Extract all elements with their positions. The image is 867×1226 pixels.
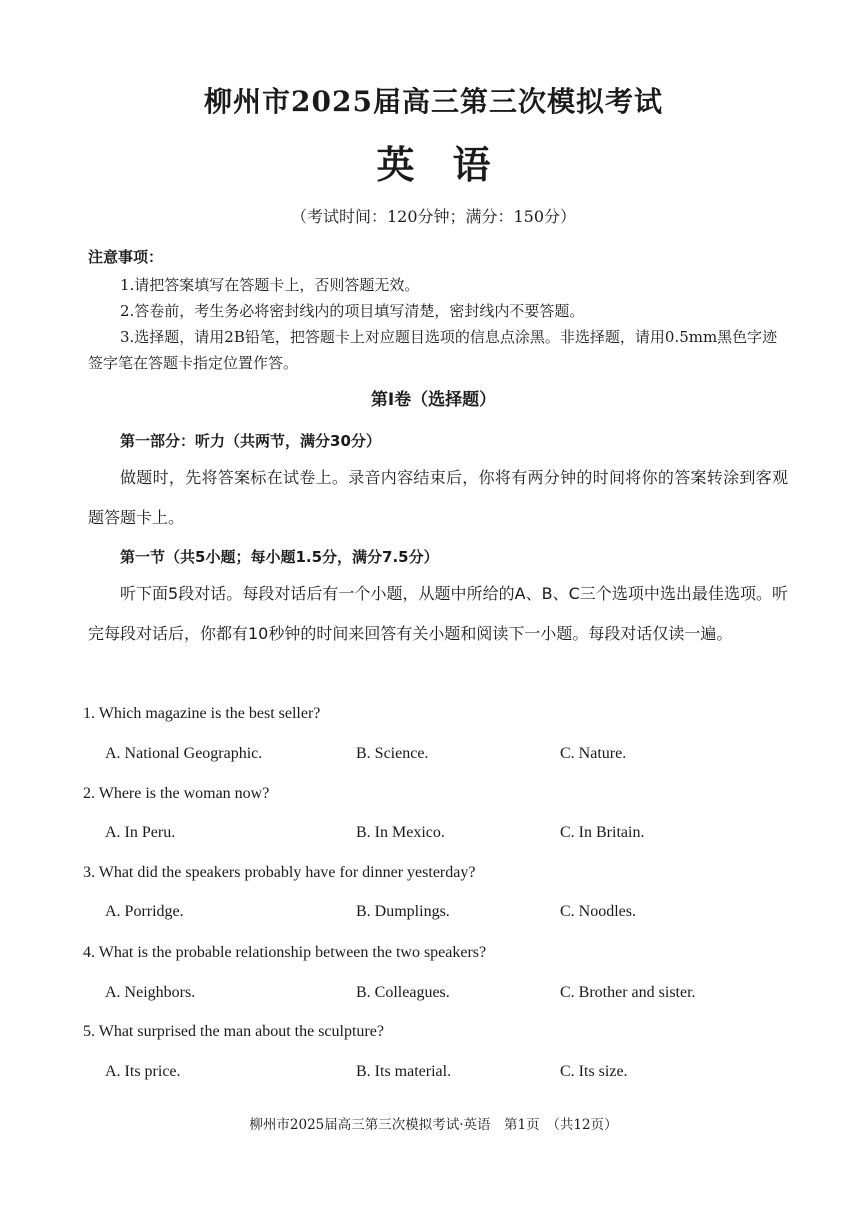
notice-item: 2.答卷前，考生务必将密封线内的项目填写清楚，密封线内不要答题。 [120,302,585,320]
section-one-heading: 第一节（共5小题；每小题1.5分，满分7.5分） [120,548,439,566]
option-c: C. Brother and sister. [560,984,696,1001]
subject-title: 英语 [376,142,529,187]
exam-info: （考试时间：120分钟；满分：150分） [290,207,577,226]
section-one-instruction: 听下面5段对话。每段对话后有一个小题，从题中所给的A、B、C三个选项中选出最佳选项。听完每段对话后，你都有10秒钟的时间来回答有关小题和阅读下一小题。每段对话仅读一遍。 [88,584,788,643]
option-a: A. Its price. [105,1063,181,1080]
option-a: A. Neighbors. [105,984,196,1001]
option-c: C. Noodles. [560,903,636,920]
notice-item: 1.请把答案填写在答题卡上，否则答题无效。 [120,276,420,294]
option-c: C. In Britain. [560,824,645,841]
option-b: B. Science. [356,745,429,762]
question-stem: 4. What is the probable relationship between the two speakers? [83,944,487,961]
option-a: A. National Geographic. [105,745,263,762]
option-b: B. In Mexico. [356,824,445,841]
question-stem: 2. Where is the woman now? [83,785,270,802]
question-stem: 3. What did the speakers probably have for dinner yesterday? [83,864,476,881]
option-a: A. Porridge. [105,903,184,920]
part-one-instruction: 做题时，先将答案标在试卷上。录音内容结束后，你将有两分钟的时间将你的答案转涂到客观题答题卡上。 [88,468,788,527]
option-a: A. In Peru. [105,824,176,841]
option-b: B. Colleagues. [356,984,450,1001]
question-stem: 1. Which magazine is the best seller? [83,705,321,722]
option-b: B. Its material. [356,1063,452,1080]
option-b: B. Dumplings. [356,903,450,920]
volume-title: 第Ⅰ卷（选择题） [370,390,497,410]
question-stem: 5. What surprised the man about the sculpture? [83,1023,384,1040]
notice-item: 3.选择题，请用2B铅笔，把答题卡上对应题目选项的信息点涂黑。非选择题，请用0.5mm黑色字迹签字笔在答题卡指定位置作答。 [88,328,778,372]
option-c: C. Nature. [560,745,627,762]
notice-heading: 注意事项： [88,248,164,266]
option-c: C. Its size. [560,1063,628,1080]
notice-list [88,272,788,376]
page-footer: 柳州市2025届高三第三次模拟考试·英语 第1页 （共12页） [249,1117,618,1133]
part-one-heading: 第一部分：听力（共两节，满分30分） [120,432,381,450]
exam-title: 柳州市2025届高三第三次模拟考试 [204,85,663,118]
